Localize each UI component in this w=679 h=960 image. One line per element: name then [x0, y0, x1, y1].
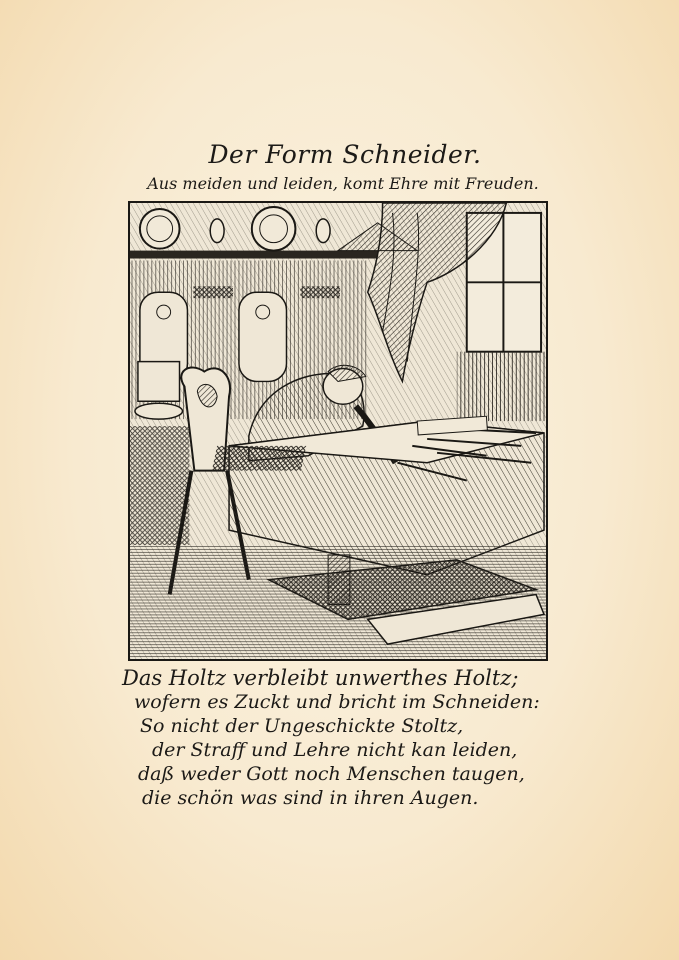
- verse-line-1: Das Holtz verbleibt unwerthes Holtz;: [122, 666, 519, 690]
- verse-line-6: die schön was sind in ihren Augen.: [142, 787, 479, 809]
- verse-line-5: daß weder Gott noch Menschen taugen,: [138, 763, 525, 785]
- verse-line-3: So nicht der Ungeschickte Stoltz,: [140, 715, 464, 737]
- engraving-illustration: [128, 201, 548, 661]
- print-title: Der Form Schneider.: [208, 140, 482, 169]
- verse-block: [122, 666, 592, 810]
- woodcarver-engraving: [130, 203, 546, 659]
- print-motto: Aus meiden und leiden, komt Ehre mit Freuden.: [147, 174, 539, 193]
- verse-line-4: der Straff und Lehre nicht kan leiden,: [152, 739, 518, 761]
- verse-line-2: wofern es Zuckt und bricht im Schneiden:: [134, 691, 540, 713]
